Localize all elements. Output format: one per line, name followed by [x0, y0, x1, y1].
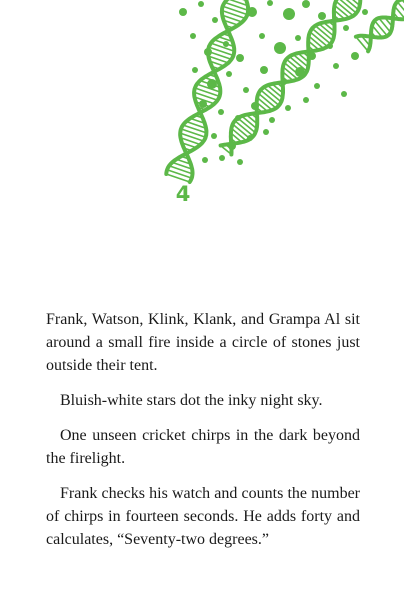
decorative-dot: [351, 52, 359, 60]
paragraph-2: Bluish-white stars dot the inky night sky.: [60, 392, 323, 409]
story-text: [46, 308, 360, 563]
paragraph-1: Frank, Watson, Klink, Klank, and Grampa Al sit around a small fire inside a circle of stones just outside their tent.: [46, 311, 360, 374]
dna-rung: [294, 56, 307, 67]
decorative-dot: [247, 135, 253, 141]
decorative-dot: [223, 41, 229, 47]
paragraph-3: One unseen cricket chirps in the dark beyond the firelight.: [46, 427, 360, 467]
decorative-dot: [237, 159, 243, 165]
decorative-dot: [198, 1, 204, 7]
decorative-dot: [295, 67, 305, 77]
decorative-dot: [190, 33, 196, 39]
decorative-dot: [263, 129, 269, 135]
decorative-dot: [211, 133, 217, 139]
decorative-dot: [251, 102, 259, 110]
chapter-number: 4: [175, 182, 191, 206]
dna-helix-icon: [0, 0, 404, 200]
decorative-dot: [318, 12, 326, 20]
dna-rung: [376, 22, 387, 35]
decorative-dot: [202, 157, 208, 163]
dna-rung: [336, 6, 349, 17]
decorative-dot: [218, 109, 224, 115]
decorative-dot: [259, 33, 265, 39]
decorative-dot: [204, 48, 212, 56]
decorative-dot: [267, 0, 273, 6]
decorative-dot: [219, 155, 225, 161]
decorative-dot: [333, 63, 339, 69]
dna-rung: [258, 99, 271, 110]
decorative-dot: [302, 0, 310, 8]
decorative-dot: [269, 117, 275, 123]
decorative-dot: [283, 8, 295, 20]
decorative-dot: [243, 87, 249, 93]
decorative-dot: [341, 91, 347, 97]
decorative-dot: [212, 17, 218, 23]
decorative-dot: [314, 83, 320, 89]
decorative-dot: [274, 42, 286, 54]
dna-strand: [180, 0, 248, 182]
decorative-dot: [236, 54, 244, 62]
decorative-dot: [199, 100, 207, 108]
decorative-dot: [207, 79, 217, 89]
decorative-dot: [235, 115, 241, 121]
decorative-dot: [192, 67, 198, 73]
dna-rung: [269, 86, 282, 97]
dna-rung: [320, 25, 333, 36]
decorative-dot: [362, 9, 368, 15]
decorative-dot: [327, 43, 333, 49]
dna-rung: [310, 37, 323, 48]
decorative-dot: [179, 8, 187, 16]
decorative-dot: [281, 79, 287, 85]
decorative-dot: [295, 35, 301, 41]
decorative-dot: [247, 7, 257, 17]
decorative-dot: [260, 66, 268, 74]
dna-rung: [233, 129, 246, 140]
decorative-dot: [308, 52, 316, 60]
decorative-dot: [228, 142, 236, 150]
decorative-dot: [226, 71, 232, 77]
dna-rung: [243, 117, 256, 128]
paragraph-4: Frank checks his watch and counts the number of chirps in fourteen seconds. He adds forty and calculates, “Seventy-two degrees.”: [46, 485, 360, 548]
decorative-dot: [343, 25, 349, 31]
decorative-dot: [303, 97, 309, 103]
decorative-dot: [285, 105, 291, 111]
dna-rung: [284, 68, 297, 79]
